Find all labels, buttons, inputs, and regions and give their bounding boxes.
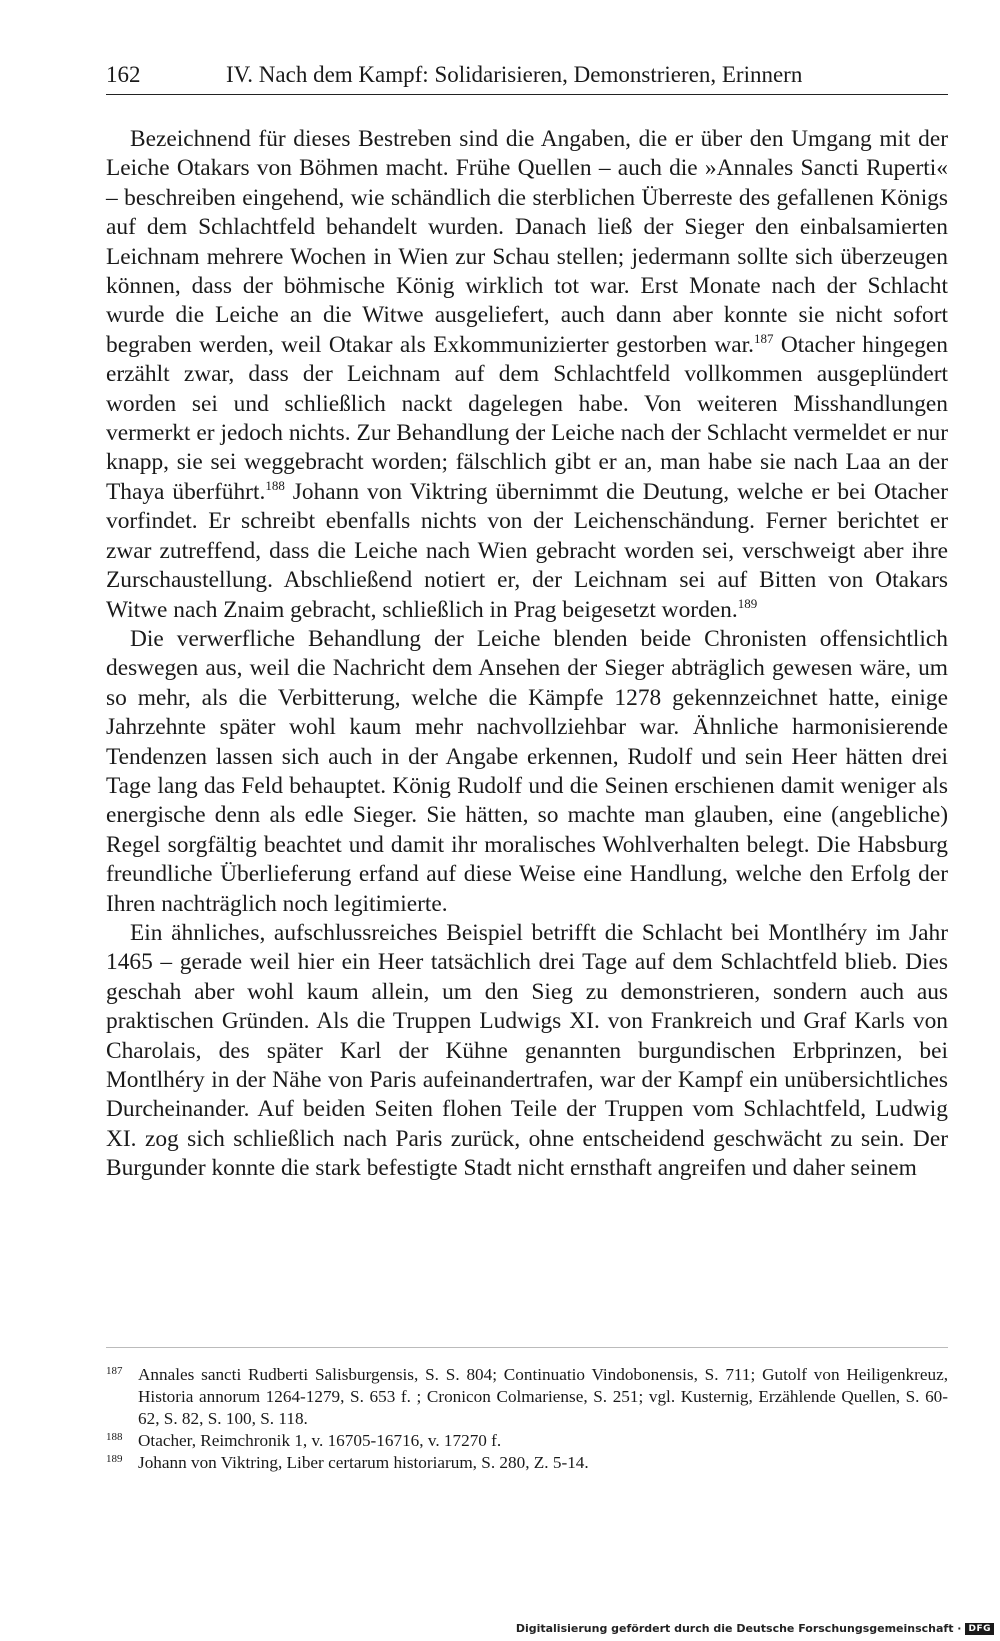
- footnote-number: 187: [106, 1365, 123, 1377]
- footnote-text: Otacher, Reimchronik 1, v. 16705-16716, v. 17270 f.: [138, 1431, 502, 1450]
- footnote-ref-187[interactable]: 187: [753, 331, 774, 347]
- footnote-separator: [106, 1347, 948, 1348]
- footnote-187: [106, 1364, 948, 1430]
- footnote-text: Annales sancti Rudberti Salisburgensis, S. S. 804; Continuatio Vindobonensis, S. 711; Gutolf von Heiligenkreuz, Historia annorum 1264-1279, S. 653 f. ; Cronicon Colmariense, S. 251; vgl. Kusternig, Erzählende Quellen, S. 60-62, S. 82, S. 100, S. 118.: [138, 1365, 948, 1428]
- footnote-ref-189[interactable]: 189: [737, 595, 758, 611]
- digitization-credit: [516, 1622, 994, 1635]
- footnote-189: [106, 1452, 948, 1474]
- footnote-188: [106, 1430, 948, 1452]
- paragraph-1: [106, 125, 948, 625]
- paragraph-text: Otacher hingegen erzählt zwar, dass der Leichnam auf dem Schlachtfeld vollkommen ausgeplündert worden sei und schließlich nackt dagelegen habe. Von weiteren Misshandlungen vermerkt er jedoch nichts. Zur Behandlung der Leiche nach der Schlacht vermeldet er nur knapp, sie sei weggebracht worden; fälschlich gibt er an, man habe sie nach Laa an der Thaya überführt.: [106, 331, 948, 505]
- page-number: 162: [106, 62, 141, 87]
- footnote-ref-188[interactable]: 188: [265, 478, 285, 494]
- running-header: [106, 60, 948, 95]
- paragraph-text: Johann von Viktring übernimmt die Deutung, welche er bei Otacher vorfindet. Er schreibt ebenfalls nichts von der Leichenschändung. Ferner berichtet er zwar zutreffend, dass die Leiche nach Wien gebracht worden sei, verschweigt aber ihre Zurschaustellung. Abschließend notiert er, der Leichnam sei auf Bitten von Otakars Witwe nach Znaim gebracht, schließlich in Prag beigesetzt worden.: [106, 478, 949, 623]
- paragraph-3: [106, 919, 948, 1184]
- footnote-text: Johann von Viktring, Liber certarum historiarum, S. 280, Z. 5-14.: [138, 1453, 589, 1472]
- footnote-number: 189: [106, 1453, 123, 1465]
- credit-text: Digitalisierung gefördert durch die Deutsche Forschungsgemeinschaft ·: [515, 1622, 962, 1635]
- running-title: IV. Nach dem Kampf: Solidarisieren, Demonstrieren, Erinnern: [226, 62, 803, 87]
- paragraph-text: Bezeichnend für dieses Bestreben sind die Angaben, die er über den Umgang mit der Leiche Otakars von Böhmen macht. Frühe Quellen – auch die »Annales Sancti Ruperti« – beschreiben eingehend, wie schändlich die sterblichen Überreste des gefallenen Königs auf dem Schlachtfeld behandelt wurden. Danach ließ der Sieger den einbalsamierten Leichnam mehrere Wochen in Wien zur Schau stellen; jedermann sollte sich überzeugen können, dass der böhmische König wirklich tot war. Erst Monate nach der Schlacht wurde die Leiche an die Witwe ausgeliefert, auch dann aber konnte sie nicht sofort begraben werden, weil Otakar als Exkommunizierter gestorben war.: [106, 126, 948, 358]
- paragraph-2: [106, 625, 948, 919]
- footnotes: [106, 1364, 948, 1474]
- footnote-number: 188: [106, 1431, 123, 1443]
- paragraph-text: Die verwerfliche Behandlung der Leiche blenden beide Chronisten offensichtlich deswegen aus, weil die Nachricht dem Ansehen der Sieger abträglich gewesen wäre, um so mehr, als die Verbitterung, welche die Kämpfe 1278 gekennzeichnet hatte, einige Jahrzehnte später wohl kaum mehr nachvollziehbar war. Ähnliche harmonisierende Tendenzen lassen sich auch in der Angabe erkennen, Rudolf und sein Heer hätten drei Tage lang das Feld behauptet. König Rudolf und die Seinen erschienen damit weniger als energische denn als edle Sieger. Sie hätten, so machte man glauben, eine (angebliche) Regel sorgfältig beachtet und damit ihr moralisches Wohlverhalten belegt. Die Habsburg freundliche Überlieferung erfand auf diese Weise eine Handlung, welche den Erfolg der Ihren nachträglich noch legitimierte.: [106, 625, 948, 917]
- dfg-logo-icon: DFG: [965, 1623, 994, 1635]
- body-text: [106, 125, 948, 1184]
- paragraph-text: Ein ähnliches, aufschlussreiches Beispiel betrifft die Schlacht bei Montlhéry im Jahr 1465 – gerade weil hier ein Heer tatsächlich drei Tage auf dem Schlachtfeld blieb. Dies geschah aber wohl kaum allein, um den Sieg zu demonstrieren, sondern auch aus praktischen Gründen. Als die Truppen Ludwigs XI. von Frankreich und Graf Karls von Charolais, des später Karl der Kühne genannten burgundischen Erbprinzen, bei Montlhéry in der Nähe von Paris aufeinandertrafen, war der Kampf ein unübersichtliches Durcheinander. Auf beiden Seiten flohen Teile der Truppen vom Schlachtfeld, Ludwig XI. zog sich schließlich nach Paris zurück, ohne entscheidend geschwächt zu sein. Der Burgunder konnte die stark befestigte Stadt nicht ernsthaft angreifen und daher seinem: [106, 919, 948, 1182]
